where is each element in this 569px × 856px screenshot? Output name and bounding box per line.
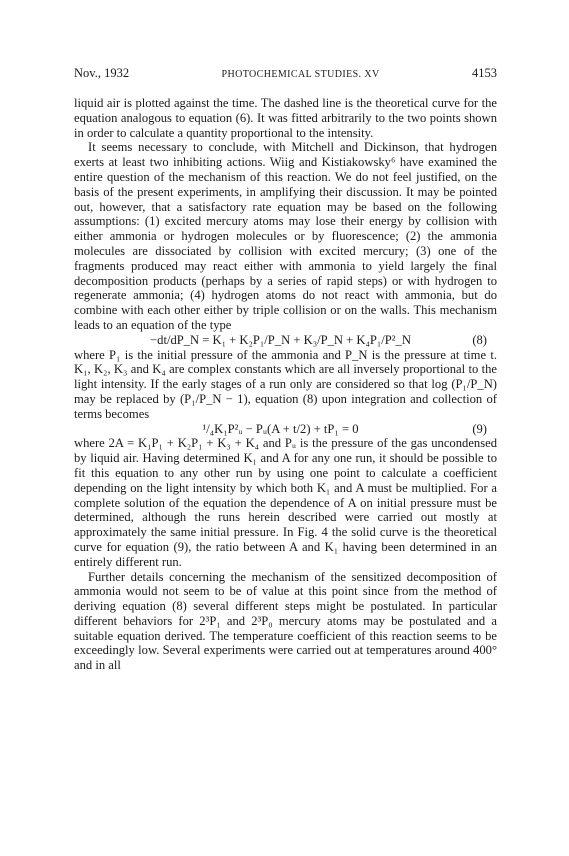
equation-8-number: (8): [472, 332, 487, 347]
running-header: [74, 66, 497, 81]
equation-9-number: (9): [472, 421, 487, 436]
header-date: Nov., 1932: [74, 66, 130, 80]
header-title: PHOTOCHEMICAL STUDIES. XV: [221, 69, 380, 80]
equation-9-expression: ¹/₄K₁P²ᵤ − Pᵤ(A + t/2) + tP₁ = 0: [202, 421, 359, 436]
paragraph-4: where 2A = K₁P₁ + K₂P₁ + K₃ + K₄ and Pᵤ is the pressure of the gas uncondensed by liquid air. Having determined K₁ and A for any one run, it should be possible to fit this equation to any other run by using one point to calculate a coefficient depending on the light intensity by which both K₁ and A must be multiplied. For a complete solution of the equation the dependence of A on initial pressure must be determined, although the runs herein described were carried out mostly at approximately the same initial pressure. In Fig. 4 the solid curve is the theoretical curve for equation (9), the ratio between A and K₁ having been determined in an entirely different run.: [74, 436, 497, 569]
equation-8-expression: −dt/dP_N = K₁ + K₂P₁/P_N + K₃/P_N + K₄P₁/P²_N: [150, 332, 411, 347]
body-text: [74, 96, 497, 673]
paragraph-3: where P₁ is the initial pressure of the ammonia and P_N is the pressure at time t. K₁, K₂, K₃ and K₄ are complex constants which are all inversely proportional to the light intensity. If the early stages of a run only are considered so that log (P₁/P_N) may be replaced by (P₁/P_N − 1), equation (8) upon integration and collection of terms becomes: [74, 347, 497, 421]
equation-9: [74, 422, 497, 437]
paragraph-2: It seems necessary to conclude, with Mitchell and Dickinson, that hydrogen exerts at least two inhibiting actions. Wiig and Kistiakowsky⁶ have examined the entire question of the mechanism of this reaction. We do not feel justified, on the basis of the present experiments, in amplifying their discussion. It may be pointed out, however, that a satisfactory rate equation may be based on the following assumptions: (1) excited mercury atoms may lose their energy by collision with either ammonia or hydrogen molecules or by fluorescence; (2) the ammonia molecules are dissociated by collision with excited mercury; (3) one of the fragments produced may react either with ammonia to yield largely the final decomposition products (perhaps by a series of rapid steps) or with hydrogen to regenerate ammonia; (4) hydrogen atoms do not react with ammonia, but do combine with each other either by triple collision or on the walls. This mechanism leads to an equation of the type: [74, 140, 497, 332]
equation-8: [74, 333, 497, 348]
paragraph-5: Further details concerning the mechanism of the sensitized decomposition of ammonia would not seem to be of value at this point since from the method of deriving equation (8) several different steps might be postulated. In particular different behaviors for 2³P₁ and 2³P₀ mercury atoms may be postulated and a suitable equation derived. The temperature coefficient of this reaction seems to be exceedingly low. Several experiments were carried out at temperatures around 400° and in all: [74, 569, 497, 673]
paragraph-1: liquid air is plotted against the time. The dashed line is the theoretical curve for the equation analogous to equation (6). It was fitted arbitrarily to the two points shown in order to calculate a quantity proportional to the intensity.: [74, 96, 497, 140]
page-number: 4153: [472, 66, 497, 80]
